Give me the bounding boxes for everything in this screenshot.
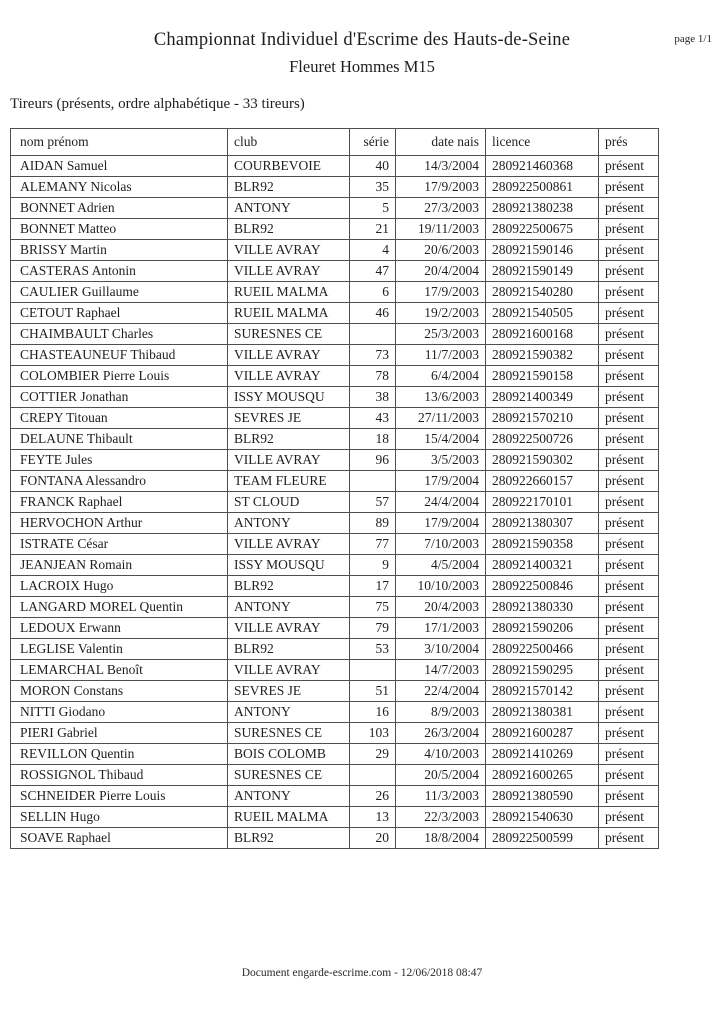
cell-pres: présent — [599, 471, 659, 492]
cell-nom-prenom: MORON Constans — [11, 681, 228, 702]
table-body — [11, 156, 659, 849]
table-row — [11, 744, 659, 765]
cell-licence: 280921590206 — [486, 618, 599, 639]
cell-serie: 73 — [350, 345, 396, 366]
cell-nom-prenom: ISTRATE César — [11, 534, 228, 555]
cell-serie: 51 — [350, 681, 396, 702]
cell-licence: 280921600265 — [486, 765, 599, 786]
cell-serie — [350, 660, 396, 681]
cell-date-nais: 10/10/2003 — [396, 576, 486, 597]
cell-nom-prenom: DELAUNE Thibault — [11, 429, 228, 450]
cell-date-nais: 6/4/2004 — [396, 366, 486, 387]
cell-nom-prenom: LACROIX Hugo — [11, 576, 228, 597]
cell-pres: présent — [599, 618, 659, 639]
cell-serie: 38 — [350, 387, 396, 408]
cell-licence: 280921400321 — [486, 555, 599, 576]
cell-date-nais: 17/9/2003 — [396, 177, 486, 198]
column-header-serie: série — [350, 129, 396, 156]
cell-club: ISSY MOUSQU — [228, 387, 350, 408]
cell-pres: présent — [599, 807, 659, 828]
cell-licence: 280921590295 — [486, 660, 599, 681]
table-row — [11, 681, 659, 702]
cell-pres: présent — [599, 450, 659, 471]
cell-date-nais: 17/9/2003 — [396, 282, 486, 303]
cell-serie — [350, 324, 396, 345]
cell-date-nais: 4/5/2004 — [396, 555, 486, 576]
cell-licence: 280921540280 — [486, 282, 599, 303]
cell-date-nais: 26/3/2004 — [396, 723, 486, 744]
table-row — [11, 513, 659, 534]
cell-date-nais: 8/9/2003 — [396, 702, 486, 723]
cell-pres: présent — [599, 576, 659, 597]
cell-nom-prenom: ROSSIGNOL Thibaud — [11, 765, 228, 786]
cell-date-nais: 22/4/2004 — [396, 681, 486, 702]
table-header-row — [11, 129, 659, 156]
cell-date-nais: 14/3/2004 — [396, 156, 486, 177]
cell-licence: 280922500675 — [486, 219, 599, 240]
cell-pres: présent — [599, 702, 659, 723]
table-row — [11, 219, 659, 240]
cell-licence: 280921400349 — [486, 387, 599, 408]
cell-pres: présent — [599, 177, 659, 198]
cell-pres: présent — [599, 345, 659, 366]
cell-date-nais: 7/10/2003 — [396, 534, 486, 555]
cell-nom-prenom: JEANJEAN Romain — [11, 555, 228, 576]
cell-club: VILLE AVRAY — [228, 534, 350, 555]
cell-date-nais: 13/6/2003 — [396, 387, 486, 408]
fencers-table — [10, 128, 659, 849]
cell-pres: présent — [599, 765, 659, 786]
cell-club: VILLE AVRAY — [228, 660, 350, 681]
cell-pres: présent — [599, 366, 659, 387]
cell-club: VILLE AVRAY — [228, 618, 350, 639]
table-row — [11, 408, 659, 429]
cell-licence: 280921380238 — [486, 198, 599, 219]
cell-club: ANTONY — [228, 786, 350, 807]
cell-serie: 4 — [350, 240, 396, 261]
cell-nom-prenom: NITTI Giodano — [11, 702, 228, 723]
cell-pres: présent — [599, 786, 659, 807]
column-header-date-nais: date nais — [396, 129, 486, 156]
cell-serie: 35 — [350, 177, 396, 198]
cell-serie: 18 — [350, 429, 396, 450]
cell-club: BLR92 — [228, 429, 350, 450]
cell-serie: 89 — [350, 513, 396, 534]
cell-nom-prenom: BONNET Matteo — [11, 219, 228, 240]
cell-nom-prenom: FONTANA Alessandro — [11, 471, 228, 492]
cell-date-nais: 20/6/2003 — [396, 240, 486, 261]
cell-club: BLR92 — [228, 576, 350, 597]
cell-serie: 21 — [350, 219, 396, 240]
cell-date-nais: 27/3/2003 — [396, 198, 486, 219]
table-row — [11, 198, 659, 219]
cell-serie: 9 — [350, 555, 396, 576]
cell-pres: présent — [599, 408, 659, 429]
cell-licence: 280922500466 — [486, 639, 599, 660]
cell-licence: 280921540630 — [486, 807, 599, 828]
cell-club: SEVRES JE — [228, 408, 350, 429]
cell-club: SURESNES CE — [228, 723, 350, 744]
table-row — [11, 303, 659, 324]
cell-date-nais: 22/3/2003 — [396, 807, 486, 828]
cell-pres: présent — [599, 597, 659, 618]
table-row — [11, 618, 659, 639]
cell-club: ANTONY — [228, 198, 350, 219]
table-row — [11, 576, 659, 597]
column-header-licence: licence — [486, 129, 599, 156]
table-row — [11, 702, 659, 723]
table-row — [11, 597, 659, 618]
cell-licence: 280921590158 — [486, 366, 599, 387]
cell-nom-prenom: ALEMANY Nicolas — [11, 177, 228, 198]
cell-licence: 280921570142 — [486, 681, 599, 702]
cell-serie: 46 — [350, 303, 396, 324]
cell-serie: 79 — [350, 618, 396, 639]
cell-club: VILLE AVRAY — [228, 450, 350, 471]
table-row — [11, 429, 659, 450]
cell-pres: présent — [599, 303, 659, 324]
cell-club: COURBEVOIE — [228, 156, 350, 177]
cell-serie: 53 — [350, 639, 396, 660]
cell-date-nais: 4/10/2003 — [396, 744, 486, 765]
cell-date-nais: 19/2/2003 — [396, 303, 486, 324]
cell-nom-prenom: FRANCK Raphael — [11, 492, 228, 513]
cell-nom-prenom: REVILLON Quentin — [11, 744, 228, 765]
cell-serie: 40 — [350, 156, 396, 177]
cell-serie: 29 — [350, 744, 396, 765]
cell-club: BLR92 — [228, 639, 350, 660]
cell-serie: 96 — [350, 450, 396, 471]
cell-club: ANTONY — [228, 702, 350, 723]
cell-club: SEVRES JE — [228, 681, 350, 702]
cell-serie — [350, 765, 396, 786]
table-row — [11, 240, 659, 261]
cell-licence: 280921590149 — [486, 261, 599, 282]
cell-serie: 77 — [350, 534, 396, 555]
cell-licence: 280922660157 — [486, 471, 599, 492]
table-row — [11, 450, 659, 471]
cell-serie: 13 — [350, 807, 396, 828]
cell-club: TEAM FLEURE — [228, 471, 350, 492]
cell-club: BLR92 — [228, 219, 350, 240]
cell-serie: 43 — [350, 408, 396, 429]
cell-club: VILLE AVRAY — [228, 261, 350, 282]
cell-date-nais: 11/7/2003 — [396, 345, 486, 366]
cell-serie: 6 — [350, 282, 396, 303]
table-row — [11, 807, 659, 828]
cell-pres: présent — [599, 240, 659, 261]
cell-club: SURESNES CE — [228, 765, 350, 786]
cell-club: ST CLOUD — [228, 492, 350, 513]
cell-serie: 16 — [350, 702, 396, 723]
cell-nom-prenom: SCHNEIDER Pierre Louis — [11, 786, 228, 807]
table-row — [11, 639, 659, 660]
cell-nom-prenom: BRISSY Martin — [11, 240, 228, 261]
cell-date-nais: 11/3/2003 — [396, 786, 486, 807]
table-row — [11, 786, 659, 807]
cell-pres: présent — [599, 639, 659, 660]
cell-date-nais: 19/11/2003 — [396, 219, 486, 240]
page-title: Championnat Individuel d'Escrime des Hauts-de-Seine — [153, 30, 571, 50]
cell-club: BLR92 — [228, 177, 350, 198]
cell-licence: 280922500726 — [486, 429, 599, 450]
cell-pres: présent — [599, 660, 659, 681]
cell-pres: présent — [599, 429, 659, 450]
cell-licence: 280921600287 — [486, 723, 599, 744]
cell-pres: présent — [599, 681, 659, 702]
cell-licence: 280921380307 — [486, 513, 599, 534]
cell-club: BLR92 — [228, 828, 350, 849]
cell-licence: 280921590302 — [486, 450, 599, 471]
cell-date-nais: 15/4/2004 — [396, 429, 486, 450]
cell-club: VILLE AVRAY — [228, 345, 350, 366]
cell-serie: 78 — [350, 366, 396, 387]
table-row — [11, 366, 659, 387]
cell-nom-prenom: CREPY Titouan — [11, 408, 228, 429]
table-row — [11, 765, 659, 786]
cell-licence: 280921540505 — [486, 303, 599, 324]
cell-licence: 280922500599 — [486, 828, 599, 849]
cell-nom-prenom: COTTIER Jonathan — [11, 387, 228, 408]
cell-licence: 280921590382 — [486, 345, 599, 366]
cell-pres: présent — [599, 261, 659, 282]
table-row — [11, 387, 659, 408]
cell-club: ISSY MOUSQU — [228, 555, 350, 576]
document-footer: Document engarde-escrime.com - 12/06/2018 08:47 — [241, 967, 483, 979]
cell-date-nais: 20/5/2004 — [396, 765, 486, 786]
cell-date-nais: 3/5/2003 — [396, 450, 486, 471]
table-row — [11, 324, 659, 345]
cell-pres: présent — [599, 156, 659, 177]
table-row — [11, 156, 659, 177]
cell-date-nais: 27/11/2003 — [396, 408, 486, 429]
cell-pres: présent — [599, 198, 659, 219]
cell-pres: présent — [599, 534, 659, 555]
cell-licence: 280921590358 — [486, 534, 599, 555]
cell-nom-prenom: BONNET Adrien — [11, 198, 228, 219]
cell-nom-prenom: CHAIMBAULT Charles — [11, 324, 228, 345]
table-row — [11, 177, 659, 198]
column-header-club: club — [228, 129, 350, 156]
cell-licence: 280921590146 — [486, 240, 599, 261]
cell-date-nais: 17/1/2003 — [396, 618, 486, 639]
cell-licence: 280922500846 — [486, 576, 599, 597]
cell-club: RUEIL MALMA — [228, 303, 350, 324]
cell-licence: 280921570210 — [486, 408, 599, 429]
cell-licence: 280921380381 — [486, 702, 599, 723]
cell-nom-prenom: CAULIER Guillaume — [11, 282, 228, 303]
cell-date-nais: 17/9/2004 — [396, 471, 486, 492]
table-row — [11, 723, 659, 744]
table-row — [11, 345, 659, 366]
cell-nom-prenom: AIDAN Samuel — [11, 156, 228, 177]
cell-serie — [350, 471, 396, 492]
cell-licence: 280921410269 — [486, 744, 599, 765]
cell-pres: présent — [599, 282, 659, 303]
cell-pres: présent — [599, 723, 659, 744]
cell-nom-prenom: HERVOCHON Arthur — [11, 513, 228, 534]
cell-licence: 280921380590 — [486, 786, 599, 807]
cell-date-nais: 20/4/2004 — [396, 261, 486, 282]
cell-serie: 5 — [350, 198, 396, 219]
cell-nom-prenom: FEYTE Jules — [11, 450, 228, 471]
table-row — [11, 660, 659, 681]
cell-club: RUEIL MALMA — [228, 807, 350, 828]
cell-nom-prenom: LANGARD MOREL Quentin — [11, 597, 228, 618]
cell-licence: 280922500861 — [486, 177, 599, 198]
cell-nom-prenom: SELLIN Hugo — [11, 807, 228, 828]
cell-licence: 280922170101 — [486, 492, 599, 513]
section-title: Tireurs (présents, ordre alphabétique - 33 tireurs) — [10, 96, 305, 112]
cell-date-nais: 24/4/2004 — [396, 492, 486, 513]
cell-nom-prenom: COLOMBIER Pierre Louis — [11, 366, 228, 387]
cell-club: RUEIL MALMA — [228, 282, 350, 303]
column-header-nom-prenom: nom prénom — [11, 129, 228, 156]
page-subtitle: Fleuret Hommes M15 — [289, 57, 435, 76]
page-number-label: page 1/1 — [674, 33, 712, 45]
table-row — [11, 471, 659, 492]
cell-serie: 57 — [350, 492, 396, 513]
table-row — [11, 282, 659, 303]
cell-serie: 26 — [350, 786, 396, 807]
cell-serie: 75 — [350, 597, 396, 618]
cell-nom-prenom: PIERI Gabriel — [11, 723, 228, 744]
cell-pres: présent — [599, 513, 659, 534]
cell-licence: 280921460368 — [486, 156, 599, 177]
cell-serie: 20 — [350, 828, 396, 849]
cell-serie: 47 — [350, 261, 396, 282]
cell-nom-prenom: LEMARCHAL Benoît — [11, 660, 228, 681]
table-row — [11, 828, 659, 849]
cell-nom-prenom: LEDOUX Erwann — [11, 618, 228, 639]
cell-club: VILLE AVRAY — [228, 366, 350, 387]
cell-club: BOIS COLOMB — [228, 744, 350, 765]
cell-club: ANTONY — [228, 597, 350, 618]
cell-serie: 103 — [350, 723, 396, 744]
cell-date-nais: 25/3/2003 — [396, 324, 486, 345]
table-row — [11, 261, 659, 282]
table-row — [11, 534, 659, 555]
cell-serie: 17 — [350, 576, 396, 597]
cell-pres: présent — [599, 387, 659, 408]
cell-date-nais: 14/7/2003 — [396, 660, 486, 681]
cell-pres: présent — [599, 744, 659, 765]
cell-nom-prenom: LEGLISE Valentin — [11, 639, 228, 660]
cell-nom-prenom: CETOUT Raphael — [11, 303, 228, 324]
cell-pres: présent — [599, 324, 659, 345]
cell-club: ANTONY — [228, 513, 350, 534]
cell-nom-prenom: CASTERAS Antonin — [11, 261, 228, 282]
cell-nom-prenom: SOAVE Raphael — [11, 828, 228, 849]
cell-club: VILLE AVRAY — [228, 240, 350, 261]
cell-nom-prenom: CHASTEAUNEUF Thibaud — [11, 345, 228, 366]
table-row — [11, 492, 659, 513]
cell-licence: 280921380330 — [486, 597, 599, 618]
cell-pres: présent — [599, 219, 659, 240]
cell-pres: présent — [599, 555, 659, 576]
cell-club: SURESNES CE — [228, 324, 350, 345]
cell-date-nais: 20/4/2003 — [396, 597, 486, 618]
cell-date-nais: 18/8/2004 — [396, 828, 486, 849]
cell-licence: 280921600168 — [486, 324, 599, 345]
table-row — [11, 555, 659, 576]
column-header-pres: prés — [599, 129, 659, 156]
cell-pres: présent — [599, 492, 659, 513]
cell-date-nais: 17/9/2004 — [396, 513, 486, 534]
cell-pres: présent — [599, 828, 659, 849]
cell-date-nais: 3/10/2004 — [396, 639, 486, 660]
